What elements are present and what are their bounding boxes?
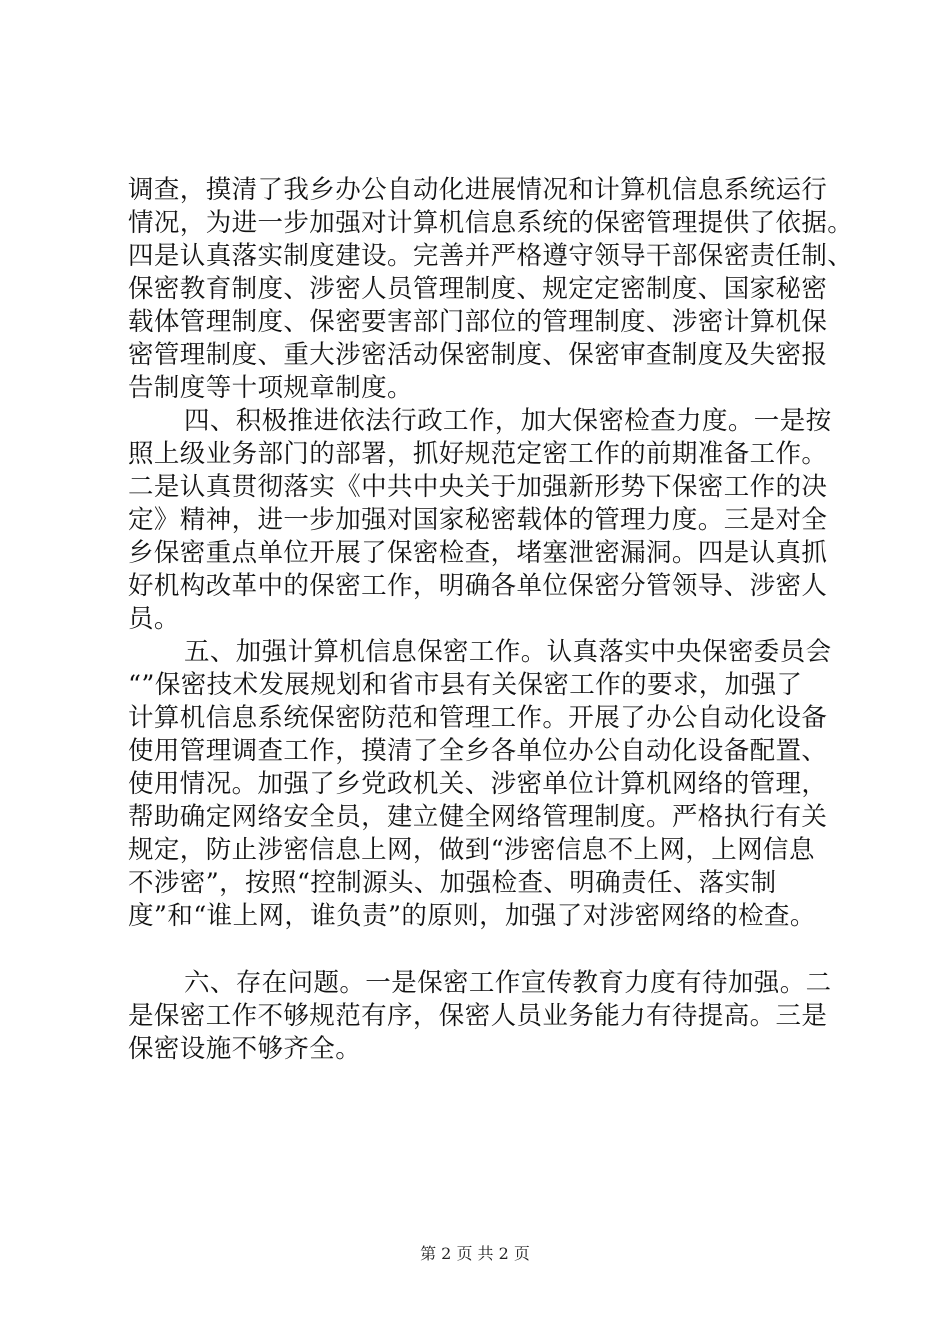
text-line: 二是认真贯彻落实《中共中央关于加强新形势下保密工作的决 <box>128 472 828 502</box>
paragraph-gap <box>128 933 868 967</box>
text-line: 计算机信息系统保密防范和管理工作。开展了办公自动化设备 <box>128 703 828 733</box>
text-line: 使用情况。加强了乡党政机关、涉密单位计算机网络的管理， <box>128 769 828 799</box>
text-line: 保密教育制度、涉密人员管理制度、规定定密制度、国家秘密 <box>128 274 828 304</box>
text-line: 告制度等十项规章制度。 <box>128 373 413 403</box>
text-line: 规定，防止涉密信息上网，做到“涉密信息不上网，上网信息 <box>128 835 815 865</box>
text-line: 好机构改革中的保密工作，明确各单位保密分管领导、涉密人 <box>128 571 828 601</box>
text-line: 载体管理制度、保密要害部门部位的管理制度、涉密计算机保 <box>128 307 828 337</box>
paragraph-start-line: 五、加强计算机信息保密工作。认真落实中央保密委员会 <box>184 637 832 667</box>
text-line: 不涉密”，按照“控制源头、加强检查、明确责任、落实制 <box>128 868 777 898</box>
text-line: 使用管理调查工作，摸清了全乡各单位办公自动化设备配置、 <box>128 736 828 766</box>
text-line: 员。 <box>128 604 180 634</box>
text-line: 四是认真落实制度建设。完善并严格遵守领导干部保密责任制、 <box>128 241 854 271</box>
text-line: 乡保密重点单位开展了保密检查，堵塞泄密漏洞。四是认真抓 <box>128 538 828 568</box>
document-body <box>128 174 868 1066</box>
text-line: 照上级业务部门的部署，抓好规范定密工作的前期准备工作。 <box>128 439 828 469</box>
text-line: 度”和“谁上网，谁负责”的原则，加强了对涉密网络的检查。 <box>128 901 816 931</box>
text-line: 定》精神，进一步加强对国家秘密载体的管理力度。三是对全 <box>128 505 828 535</box>
text-line: 调查，摸清了我乡办公自动化进展情况和计算机信息系统运行 <box>128 175 828 205</box>
text-line: 密管理制度、重大涉密活动保密制度、保密审查制度及失密报 <box>128 340 828 370</box>
page-number-footer: 第 2 页 共 2 页 <box>420 1244 530 1263</box>
paragraph-start-line: 四、积极推进依法行政工作，加大保密检查力度。一是按 <box>184 406 832 436</box>
paragraph-start-line: 六、存在问题。一是保密工作宣传教育力度有待加强。二 <box>184 968 832 998</box>
text-line: 是保密工作不够规范有序，保密人员业务能力有待提高。三是 <box>128 1001 828 1031</box>
text-line: 保密设施不够齐全。 <box>128 1034 362 1064</box>
text-line: 帮助确定网络安全员，建立健全网络管理制度。严格执行有关 <box>128 802 828 832</box>
text-line: 情况，为进一步加强对计算机信息系统的保密管理提供了依据。 <box>128 208 854 238</box>
text-line: “”保密技术发展规划和省市县有关保密工作的要求，加强了 <box>128 670 803 700</box>
